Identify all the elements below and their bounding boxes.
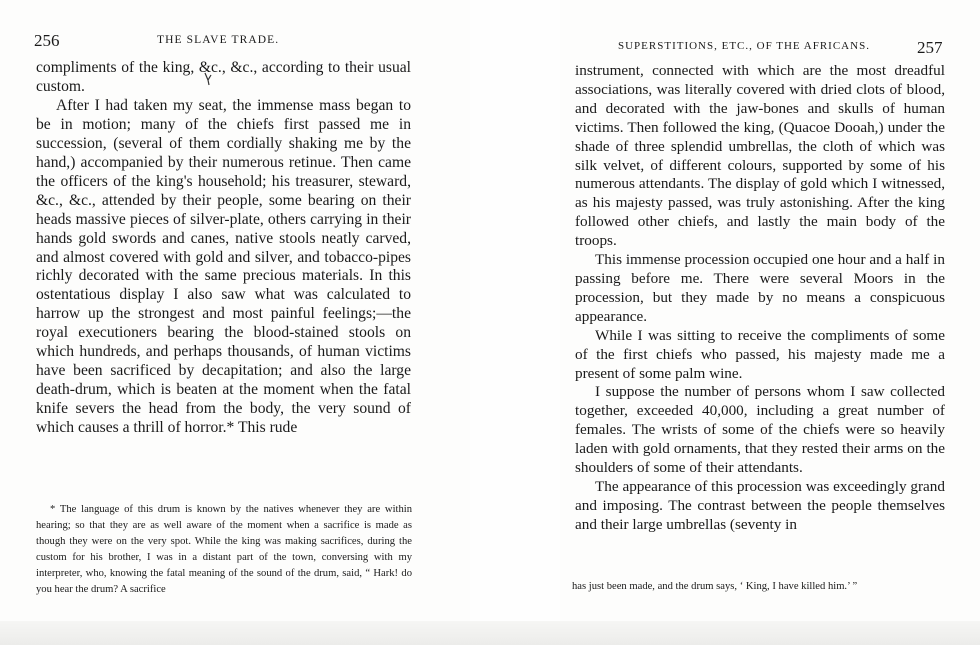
right-body-text — [575, 62, 945, 535]
left-body-text — [36, 59, 411, 438]
book-gutter — [470, 0, 560, 645]
right-page — [560, 0, 980, 645]
left-paragraph-2: After I had taken my seat, the immense mass began to be in motion; many of the chiefs first passed me in succession, (several of them cordially shaking me by the hand,) accompanied by their numerous retinue. Then came the officers of the king's household; his treasurer, steward, &c., &c., attended by their people, some bearing on their heads massive pieces of silver-plate, others carrying in their hands gold swords and canes, native stools neatly carved, and almost covered with gold and silver, and tobacco-pipes richly decorated with the same precious materials. In this ostentatious display I also saw what was calculated to harrow up the strongest and most painful feelings;—the royal executioners bearing the blood-stained stools on which hundreds, and perhaps thousands, of human victims have been sacrificed by decapitation; and also the large death-drum, which is beaten at the moment when the fatal knife severs the head from the body, the very sound of which causes a thrill of horror.* This rude — [36, 96, 411, 437]
left-footnote-text: * The language of this drum is known by the natives whenever they are within hearing; so that they are as well aware of the moment when a sacrifice is made as though they were on the very spot. While the king was making sacrifices, during the custom for his brother, I was in a distant part of the town, conversing with my interpreter, who, knowing the fatal meaning of the sound of the drum, said, “ Hark! do you hear the drum? A sacrifice — [36, 504, 412, 595]
pen-mark-icon — [203, 72, 213, 86]
right-page-number: 257 — [917, 38, 943, 57]
left-footnote — [36, 502, 412, 597]
right-paragraph-4: I suppose the number of persons whom I saw collected together, exceeded 40,000, including a great number of females. The wrists of some of the chiefs were so heavily laden with gold ornaments, that they rested their arms on the shoulders of some of their attendants. — [575, 383, 945, 477]
left-running-head: THE SLAVE TRADE. — [157, 34, 280, 46]
left-paragraph-1: compliments of the king, &c., &c., according to their usual custom. — [36, 59, 411, 95]
right-paragraph-2: This immense procession occupied one hour and a half in passing before me. There were several Moors in the procession, but they made by no means a conspicuous appearance. — [575, 251, 945, 325]
right-paragraph-3: While I was sitting to receive the compliments of some of the first chiefs who passed, his majesty made me a present of some palm wine. — [575, 326, 945, 382]
right-running-head: SUPERSTITIONS, ETC., OF THE AFRICANS. — [618, 40, 870, 52]
left-page — [0, 0, 470, 645]
right-footnote-text: has just been made, and the drum says, ‘ King, I have killed him.’ ” — [572, 581, 858, 592]
page-bottom-edge — [0, 621, 980, 645]
right-footnote — [572, 580, 942, 594]
right-paragraph-5: The appearance of this procession was exceedingly grand and imposing. The contrast between the people themselves and their large umbrellas (seventy in — [575, 477, 945, 533]
left-page-number: 256 — [34, 31, 60, 50]
right-paragraph-1: instrument, connected with which are the most dreadful associations, was literally covered with dried clots of blood, and decorated with the jaw-bones and skulls of human victims. Then followed the king, (Quacoe Dooah,) under the shade of three splendid umbrellas, the cloth of which was silk velvet, of different colours, supported by some of his numerous attendants. The display of gold which I witnessed, as his majesty passed, was truly astonishing. After the king followed other chiefs, and lastly the main body of the troops. — [575, 62, 945, 250]
